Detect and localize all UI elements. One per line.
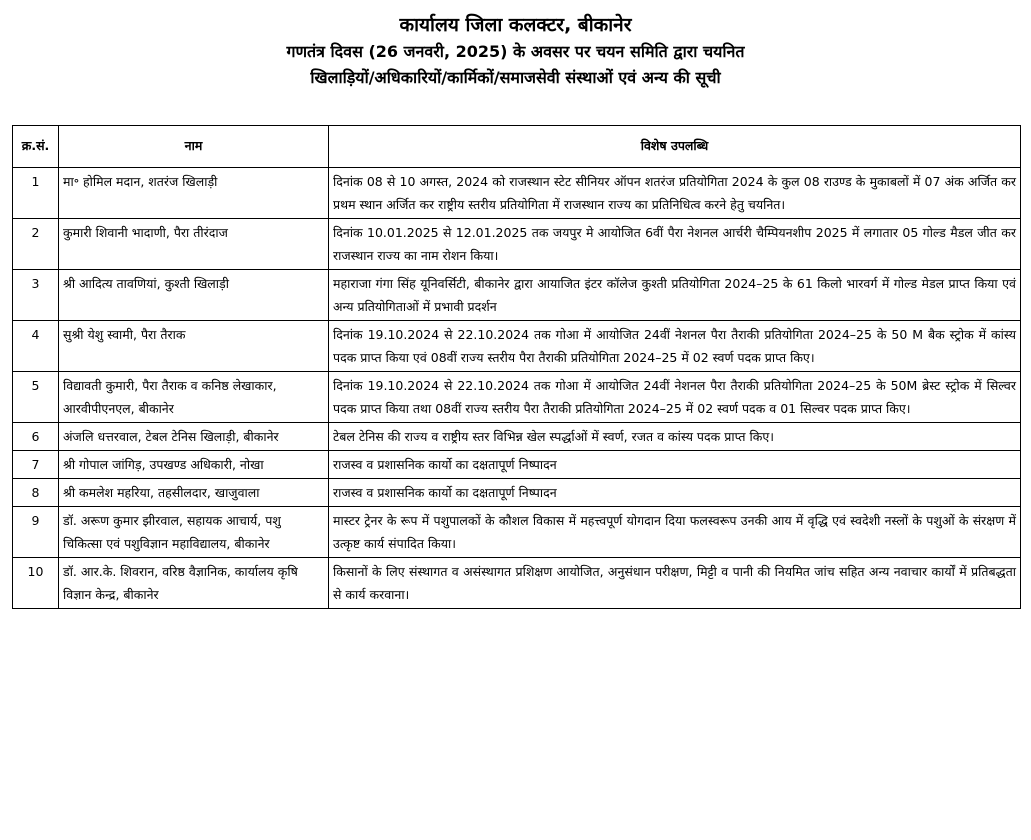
achievement-text: दिनांक 19.10.2024 से 22.10.2024 तक गोआ में आयोजित 24वीं नेशनल पैरा तैराकी प्रतियोगिता 2024–25 के 50 M बैक स्ट्रोक में कांस्य पदक प्राप्त किया एवं 08वीं राज्य स्तरीय पैरा तैराकी प्रतियोगिता 2024–25 में 02 स्वर्ण पदक प्राप्त किए। <box>329 321 1021 372</box>
office-title: कार्यालय जिला कलक्टर, बीकानेर <box>399 14 632 36</box>
serial-number: 2 <box>13 219 59 270</box>
serial-number: 7 <box>13 451 59 479</box>
list-title: खिलाड़ियों/अधिकारियों/कार्मिकों/समाजसेवी संस्थाओं एवं अन्य की सूची <box>310 68 721 87</box>
serial-number: 9 <box>13 507 59 558</box>
table-row <box>13 451 1021 479</box>
column-header-serial: क्र.सं. <box>13 126 59 168</box>
column-header-achievement: विशेष उपलब्धि <box>329 126 1021 168</box>
achievement-text: दिनांक 10.01.2025 से 12.01.2025 तक जयपुर मे आयोजित 6वीं पैरा नेशनल आर्चरी चैम्पियनशीप 2025 में लगातार 05 गोल्ड मैडल जीत कर राजस्थान राज्य का नाम रोशन किया। <box>329 219 1021 270</box>
serial-number: 5 <box>13 372 59 423</box>
document-subtitle: गणतंत्र दिवस (26 जनवरी, 2025) के अवसर पर चयन समिति द्वारा चयनित <box>286 42 745 61</box>
person-name: श्री कमलेश महरिया, तहसीलदार, खाजुवाला <box>59 479 329 507</box>
achievement-text: राजस्व व प्रशासनिक कार्यो का दक्षतापूर्ण निष्पादन <box>329 479 1021 507</box>
serial-number: 4 <box>13 321 59 372</box>
column-header-name: नाम <box>59 126 329 168</box>
person-name: श्री गोपाल जांगिड़, उपखण्ड अधिकारी, नोखा <box>59 451 329 479</box>
achievement-text: राजस्व व प्रशासनिक कार्यो का दक्षतापूर्ण निष्पादन <box>329 451 1021 479</box>
serial-number: 1 <box>13 168 59 219</box>
table-row <box>13 168 1021 219</box>
achievement-text: टेबल टेनिस की राज्य व राष्ट्रीय स्तर विभिन्न खेल स्पर्द्धाओं में स्वर्ण, रजत व कांस्य पदक प्राप्त किए। <box>329 423 1021 451</box>
achievement-text: मास्टर ट्रेनर के रूप में पशुपालकों के कौशल विकास में महत्त्वपूर्ण योगदान दिया फलस्वरूप उनकी आय में वृद्धि एवं स्वदेशी नस्लों के पशुओं के संरक्षण में उत्कृष्ट कार्य संपादित किया। <box>329 507 1021 558</box>
document-header <box>0 0 1031 91</box>
achievement-text: दिनांक 08 से 10 अगस्त, 2024 को राजस्थान स्टेट सीनियर ऑपन शतरंज प्रतियोगिता 2024 के कुल 08 राउण्ड के मुकाबलों में 07 अंक अर्जित कर प्रथम स्थान अर्जित कर राष्ट्रीय स्तरीय प्रतियोगिता में राजस्थान राज्य का प्रतिनिधित्व करने हेतु चयनित। <box>329 168 1021 219</box>
table-row <box>13 507 1021 558</box>
person-name: डॉ. आर.के. शिवरान, वरिष्ठ वैज्ञानिक, कार्यालय कृषि विज्ञान केन्द्र, बीकानेर <box>59 558 329 609</box>
serial-number: 10 <box>13 558 59 609</box>
table-row <box>13 372 1021 423</box>
achievement-text: दिनांक 19.10.2024 से 22.10.2024 तक गोआ में आयोजित 24वीं नेशनल पैरा तैराकी प्रतियोगिता 2024–25 के 50M ब्रेस्ट स्ट्रोक में सिल्वर पदक प्राप्त किया तथा 08वीं राज्य स्तरीय पैरा तैराकी प्रतियोगिता 2024–25 में 02 स्वर्ण पदक व 01 सिल्वर पदक प्राप्त किए। <box>329 372 1021 423</box>
table-row <box>13 270 1021 321</box>
table-row <box>13 479 1021 507</box>
selection-list-table <box>12 125 1021 609</box>
person-name: कुमारी शिवानी भादाणी, पैरा तीरंदाज <box>59 219 329 270</box>
person-name: विद्यावती कुमारी, पैरा तैराक व कनिष्ठ लेखाकार, आरवीपीएनएल, बीकानेर <box>59 372 329 423</box>
table-row <box>13 558 1021 609</box>
person-name: मा॰ होमिल मदान, शतरंज खिलाड़ी <box>59 168 329 219</box>
person-name: सुश्री येशु स्वामी, पैरा तैराक <box>59 321 329 372</box>
table-row <box>13 423 1021 451</box>
achievement-text: किसानों के लिए संस्थागत व असंस्थागत प्रशिक्षण आयोजित, अनुसंधान परीक्षण, मिट्टी व पानी की नियमित जांच सहित अन्य नवाचार कार्यों में प्रतिबद्धता से कार्य करवाना। <box>329 558 1021 609</box>
table-header-row <box>13 126 1021 168</box>
table-row <box>13 321 1021 372</box>
serial-number: 8 <box>13 479 59 507</box>
person-name: श्री आदित्य तावणियां, कुश्ती खिलाड़ी <box>59 270 329 321</box>
person-name: अंजलि धत्तरवाल, टेबल टेनिस खिलाड़ी, बीकानेर <box>59 423 329 451</box>
serial-number: 3 <box>13 270 59 321</box>
table-row <box>13 219 1021 270</box>
person-name: डॉ. अरूण कुमार झीरवाल, सहायक आचार्य, पशु चिकित्सा एवं पशुविज्ञान महाविद्यालय, बीकानेर <box>59 507 329 558</box>
serial-number: 6 <box>13 423 59 451</box>
achievement-text: महाराजा गंगा सिंह यूनिवर्सिटी, बीकानेर द्वारा आयाजित इंटर कॉलेज कुश्ती प्रतियोगिता 2024–25 के 61 किलो भारवर्ग में गोल्ड मेडल प्राप्त किया एवं अन्य प्रतियोगिताओं में प्रभावी प्रदर्शन <box>329 270 1021 321</box>
